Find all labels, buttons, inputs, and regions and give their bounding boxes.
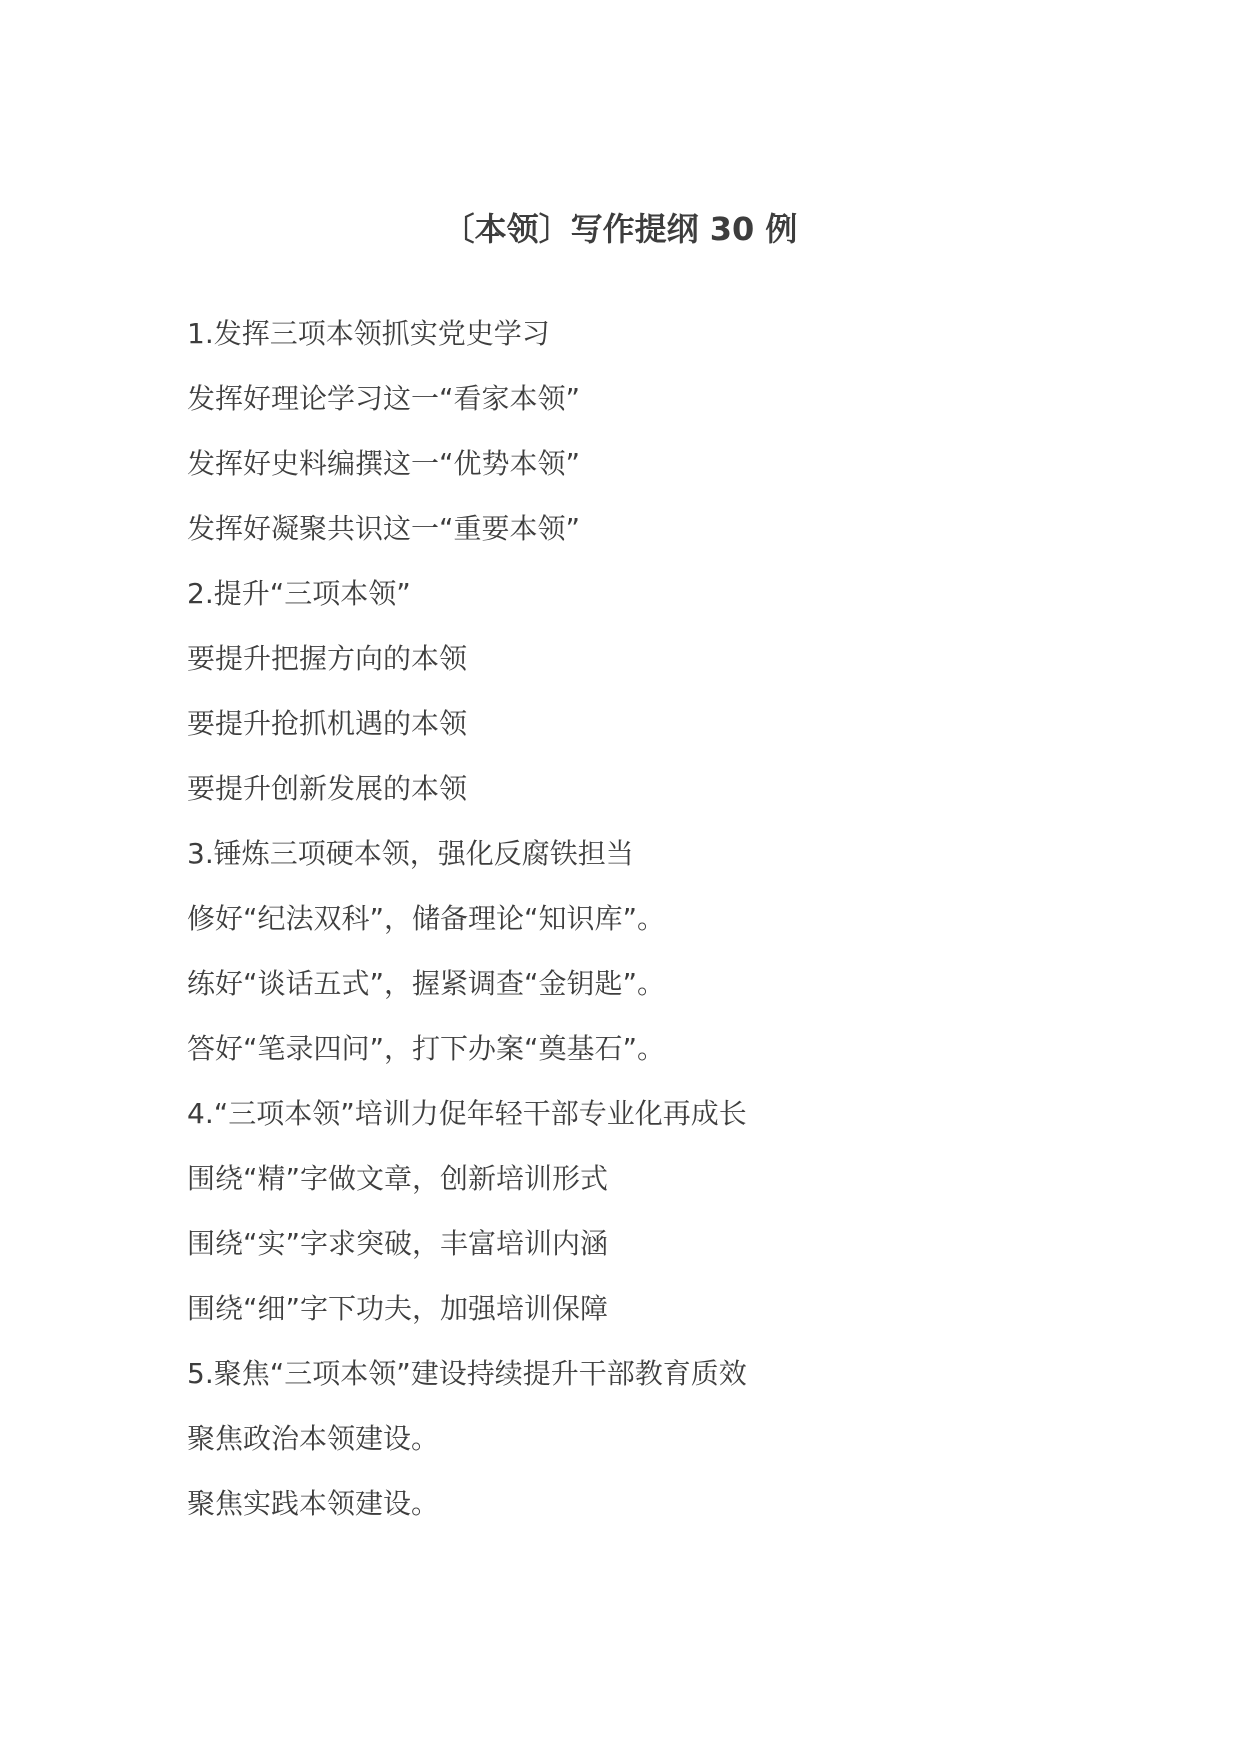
section-heading-4: 4.“三项本领”培训力促年轻干部专业化再成长 (187, 1097, 747, 1130)
document-body (187, 301, 1087, 1536)
paragraph-line: 聚焦实践本领建设。 (187, 1487, 440, 1520)
paragraph-line: 答好“笔录四问”，打下办案“奠基石”。 (187, 1032, 666, 1065)
paragraph-line: 聚焦政治本领建设。 (187, 1422, 440, 1455)
section-heading-2: 2.提升“三项本领” (187, 577, 411, 610)
paragraph-line: 发挥好史料编撰这一“优势本领” (187, 447, 581, 480)
paragraph-line: 修好“纪法双科”，储备理论“知识库”。 (187, 902, 666, 935)
paragraph-line: 要提升创新发展的本领 (187, 772, 468, 805)
paragraph-line: 发挥好凝聚共识这一“重要本领” (187, 512, 581, 545)
section-heading-1: 1.发挥三项本领抓实党史学习 (187, 317, 550, 350)
section-heading-3: 3.锤炼三项硬本领，强化反腐铁担当 (187, 837, 634, 870)
section-heading-5: 5.聚焦“三项本领”建设持续提升干部教育质效 (187, 1357, 747, 1390)
document-title: 〔本领〕写作提纲 30 例 (442, 210, 798, 248)
paragraph-line: 围绕“精”字做文章，创新培训形式 (187, 1162, 609, 1195)
paragraph-line: 围绕“细”字下功夫，加强培训保障 (187, 1292, 609, 1325)
paragraph-line: 发挥好理论学习这一“看家本领” (187, 382, 581, 415)
paragraph-line: 要提升把握方向的本领 (187, 642, 468, 675)
paragraph-line: 练好“谈话五式”，握紧调查“金钥匙”。 (187, 967, 666, 1000)
paragraph-line: 要提升抢抓机遇的本领 (187, 707, 468, 740)
paragraph-line: 围绕“实”字求突破，丰富培训内涵 (187, 1227, 609, 1260)
